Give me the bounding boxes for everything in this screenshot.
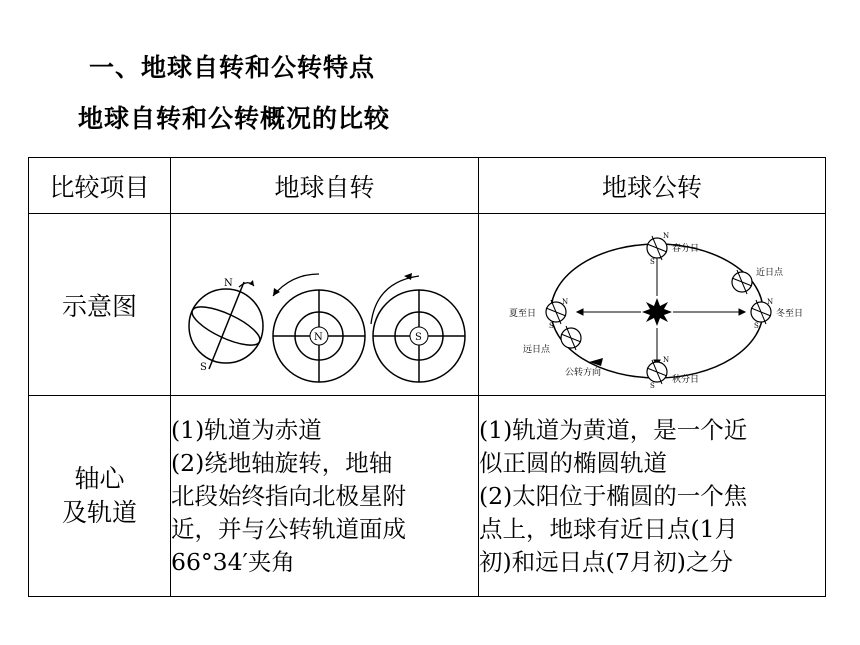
winter-solstice-label: 冬至日 [776,309,804,319]
autumn-equinox-label: 秋分日 [672,375,700,385]
svg-text:S: S [549,322,554,330]
rotation-text-line: 近，并与公转轨道面成 [171,514,406,543]
globe-north-label: N [224,278,233,289]
diagram-row-label: 示意图 [29,214,171,396]
rotation-text-line: (1)轨道为赤道 [171,415,322,444]
header-cell-revolution: 地球公转 [479,158,826,214]
perihelion-label: 近日点 [756,268,784,278]
tilted-globe [187,282,264,369]
aphelion-label: 远日点 [523,345,551,355]
sun-icon [642,298,672,326]
summer-solstice-label: 夏至日 [509,309,537,319]
revolution-diagram [479,214,826,391]
rotation-diagram-cell [171,214,479,396]
revolution-text-line: 初)和远日点(7月初)之分 [479,547,733,576]
cw-arrow [371,276,419,324]
globe-south-label: S [200,362,207,373]
rotation-description [171,396,479,597]
axis-orbit-label-line: 及轨道 [61,498,137,527]
rotation-diagram [171,214,479,391]
spring-equinox-label: 春分日 [672,244,700,254]
header-cell-rotation: 地球自转 [171,158,479,214]
revolution-text-line: (2)太阳位于椭圆的一个焦 [479,481,748,510]
ccw-arrow [273,274,319,296]
south-pole-label: S [415,332,422,343]
svg-text:N: N [663,356,670,364]
revolution-text-line: 点上，地球有近日点(1月 [479,514,739,543]
rotation-text-line: 66°34′夹角 [171,547,295,576]
svg-text:N: N [663,232,670,240]
rotation-text-line: 北段始终指向北极星附 [171,481,406,510]
svg-text:S: S [650,258,655,266]
diagram-row [29,214,826,396]
revolution-direction-arrow [589,358,603,366]
revolution-diagram-cell [479,214,826,396]
section-title: 一、地球自转和公转特点 [89,53,376,82]
header-row [29,158,826,214]
svg-text:N: N [767,298,774,306]
svg-text:S: S [650,382,655,390]
svg-text:S: S [754,322,759,330]
header-cell-item: 比较项目 [29,158,171,214]
revolution-text-line: 似正圆的椭圆轨道 [479,448,667,477]
svg-text:N: N [562,298,569,306]
comparison-table [28,157,826,597]
axis-orbit-label [29,396,171,597]
axis-orbit-label-line: 轴心 [74,464,125,493]
axis-orbit-row [29,396,826,597]
rotation-text-line: (2)绕地轴旋转，地轴 [171,448,393,477]
subtitle: 地球自转和公转概况的比较 [78,104,391,133]
revolution-text-line: (1)轨道为黄道，是一个近 [479,415,748,444]
north-pole-label: N [314,332,323,343]
revolution-description [479,396,826,597]
revolution-direction-label: 公转方向 [565,368,602,378]
